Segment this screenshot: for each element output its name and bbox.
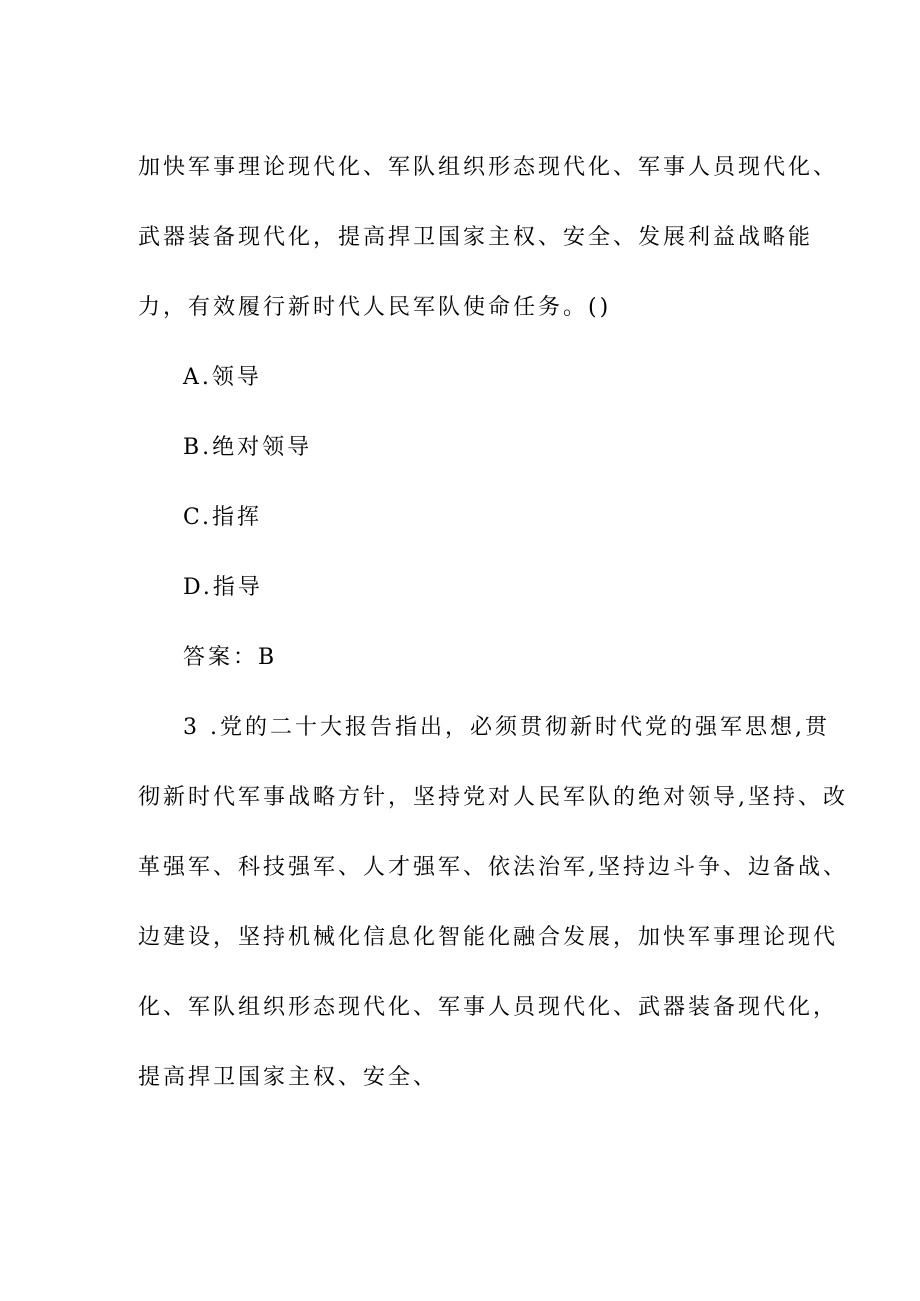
answer-label: 答案：B (183, 645, 278, 670)
option-a: A.领导 (183, 365, 262, 390)
question-3-text-line-4: 边建设，坚持机械化信息化智能化融合发展，加快军事理论现代 (138, 925, 839, 950)
question-2-text-line-2: 武器装备现代化，提高捍卫国家主权、安全、发展利益战略能 (138, 225, 814, 250)
question-2-text-line-3: 力，有效履行新时代人民军队使命任务。() (138, 295, 612, 320)
question-3-text-line-2: 彻新时代军事战略方针，坚持党对人民军队的绝对领导,坚持、改 (138, 785, 848, 810)
question-3-text-line-3: 革强军、科技强军、人才强军、依法治军,坚持边斗争、边备战、 (138, 855, 848, 880)
option-d: D.指导 (183, 575, 263, 600)
question-3-text-line-5: 化、军队组织形态现代化、军事人员现代化、武器装备现代化， (138, 995, 839, 1020)
question-3-text-line-1: 3 .党的二十大报告指出，必须贯彻新时代党的强军思想,贯 (183, 715, 830, 740)
option-b: B.绝对领导 (183, 435, 313, 460)
question-3-text-line-6: 提高捍卫国家主权、安全、 (138, 1065, 439, 1090)
option-c: C.指挥 (183, 505, 263, 530)
question-2-text-line-1: 加快军事理论现代化、军队组织形态现代化、军事人员现代化、 (138, 155, 839, 180)
